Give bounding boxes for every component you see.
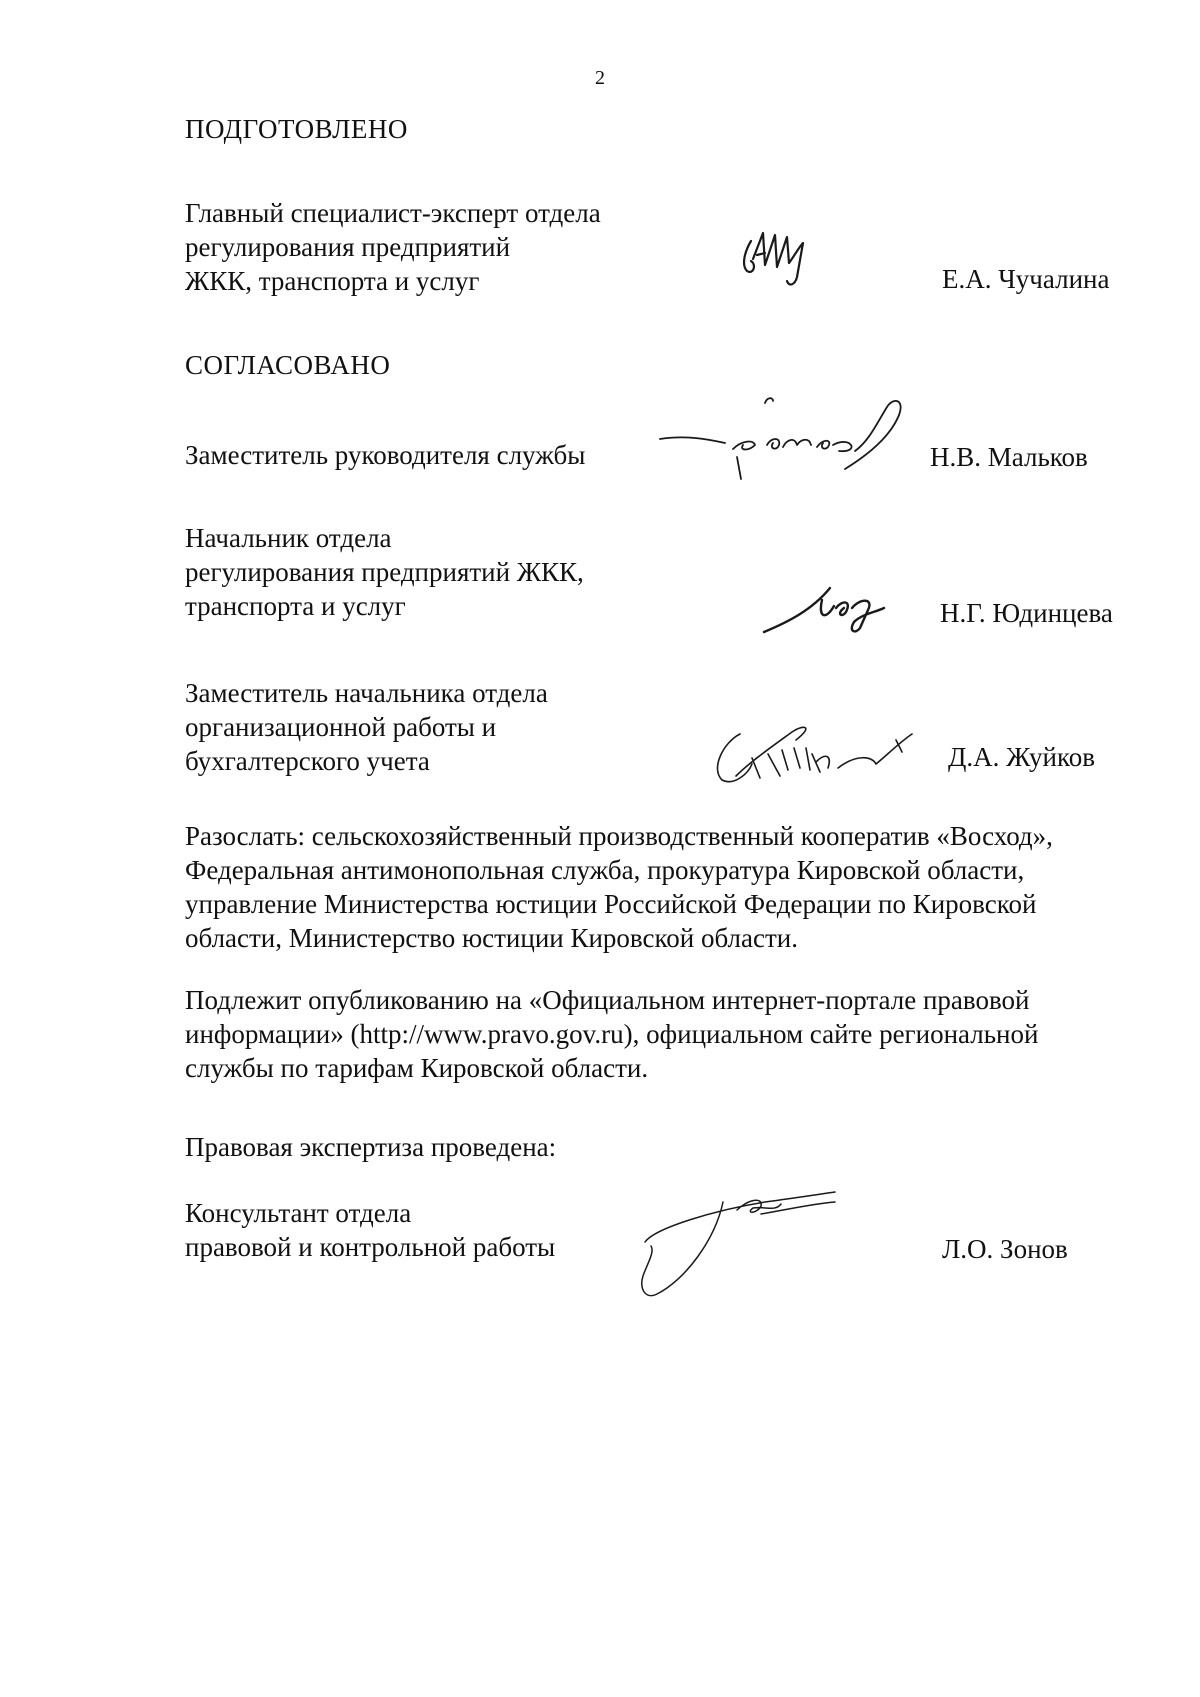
legal-review-position-line: правовой и контрольной работы xyxy=(185,1232,556,1262)
legal-review-position xyxy=(185,1196,555,1264)
publication-line: информации» (http://www.pravo.gov.ru), официальном сайте региональной xyxy=(185,1019,1039,1049)
distribution-line: Разослать: сельскохозяйственный производственный кооператив «Восход», xyxy=(185,821,1053,851)
prepared-position-line: ЖКК, транспорта и услуг xyxy=(185,266,480,296)
signatory-position-line: Заместитель начальника отдела xyxy=(185,678,548,708)
signatory-position-line: Начальник отдела xyxy=(185,523,392,553)
signatory-position-line: бухгалтерского учета xyxy=(185,746,430,776)
distribution-line: области, Министерство юстиции Кировской области. xyxy=(185,923,798,953)
signature-chuchalina xyxy=(735,225,825,295)
signatory-3-position xyxy=(185,676,548,778)
signature-zonov xyxy=(635,1180,865,1305)
prepared-name: Е.А. Чучалина xyxy=(942,264,1110,294)
signature-yudintseva xyxy=(760,578,900,638)
signatory-1-name: Н.В. Мальков xyxy=(930,442,1088,472)
signatory-position-line: транспорта и услуг xyxy=(185,591,406,621)
prepared-position-line: регулирования предприятий xyxy=(185,232,511,262)
agreed-heading: СОГЛАСОВАНО xyxy=(185,350,391,380)
signatory-position-line: регулирования предприятий ЖКК, xyxy=(185,557,584,587)
signatory-3-name: Д.А. Жуйков xyxy=(948,742,1095,772)
publication-line: Подлежит опубликованию на «Официальном интернет-портале правовой xyxy=(185,985,1030,1015)
publication-paragraph xyxy=(185,983,1131,1085)
signatory-1-position xyxy=(185,438,585,472)
signatory-position-line: Заместитель руководителя службы xyxy=(185,440,586,470)
prepared-heading: ПОДГОТОВЛЕНО xyxy=(185,114,408,144)
signature-malkov xyxy=(655,395,945,510)
legal-review-name: Л.О. Зонов xyxy=(942,1234,1068,1264)
publication-line: службы по тарифам Кировской области. xyxy=(185,1053,649,1083)
distribution-line: Федеральная антимонопольная служба, прокуратура Кировской области, xyxy=(185,855,1025,885)
page-number: 2 xyxy=(595,67,605,89)
legal-review-position-line: Консультант отдела xyxy=(185,1198,412,1228)
prepared-position-line: Главный специалист-эксперт отдела xyxy=(185,198,601,228)
prepared-position xyxy=(185,196,601,298)
legal-review-heading: Правовая экспертиза проведена: xyxy=(185,1132,557,1162)
signatory-position-line: организационной работы и xyxy=(185,712,497,742)
distribution-line: управление Министерства юстиции Российской Федерации по Кировской xyxy=(185,889,1037,919)
signatory-2-position xyxy=(185,521,584,623)
signatory-2-name: Н.Г. Юдинцева xyxy=(940,598,1113,628)
signature-zhuykov xyxy=(700,712,940,792)
distribution-paragraph xyxy=(185,819,1131,955)
